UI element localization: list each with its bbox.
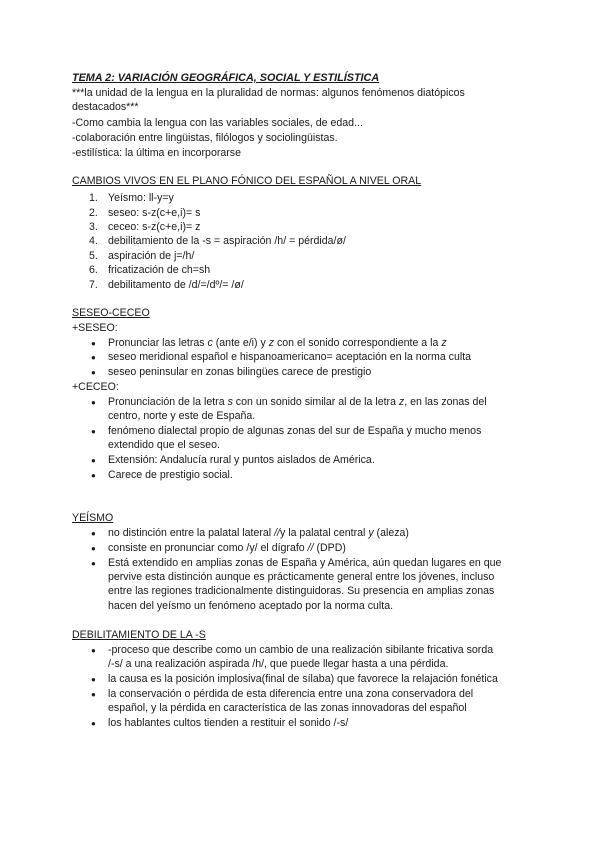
list-item: debilitamento de /d/=/dº/= /ø/ xyxy=(108,279,244,291)
list-number: 2. xyxy=(89,207,98,219)
intro-line: ***la unidad de la lengua en la pluralidad de normas: algunos fenómenos diatópicos xyxy=(72,87,465,99)
list-item-continuation: hacen del yeísmo un fenómeno aceptado por la norma culta. xyxy=(108,600,394,612)
list-item: consiste en pronunciar como /y/ el dígrafo // (DPD) xyxy=(108,542,346,554)
list-item: Yeísmo: ll-y=y xyxy=(108,192,174,204)
intro-line: destacados*** xyxy=(72,101,139,113)
list-item-continuation: español, y la pérdida en característica de las zonas innovadoras del español xyxy=(108,702,467,714)
bullet-icon: ● xyxy=(91,368,96,377)
list-item: debilitamiento de la -s = aspiración /h/ = pérdida/ø/ xyxy=(108,235,346,247)
bullet-icon: ● xyxy=(91,339,96,348)
list-item: los hablantes cultos tienden a restituir el sonido /-s/ xyxy=(108,717,349,729)
list-item: la causa es la posición implosiva(final de sílaba) que favorece la relajación fonética xyxy=(108,673,498,685)
list-item: Está extendido en amplias zonas de España y América, aún quedan lugares en que xyxy=(108,557,502,569)
list-item: fenómeno dialectal propio de algunas zonas del sur de España y mucho menos xyxy=(108,425,482,437)
list-item-continuation: /-s/ a una realización aspirada /h/, que puede llegar hasta a una pérdida. xyxy=(108,658,449,670)
list-number: 6. xyxy=(89,264,98,276)
section-heading-cambios: CAMBIOS VIVOS EN EL PLANO FÓNICO DEL ESPAÑOL A NIVEL ORAL xyxy=(72,175,422,187)
list-item: Carece de prestigio social. xyxy=(108,469,233,481)
bullet-icon: ● xyxy=(91,353,96,362)
subheading-ceceo: +CECEO: xyxy=(72,381,119,393)
intro-line: -estilística: la última en incorporarse xyxy=(72,147,241,159)
list-number: 4. xyxy=(89,235,98,247)
list-item: no distinción entre la palatal lateral //y la palatal central y (aleza) xyxy=(108,527,409,539)
list-item: aspiración de j=/h/ xyxy=(108,250,195,262)
list-item: la conservación o pérdida de esta diferencia entre una zona conservadora del xyxy=(108,688,474,700)
section-heading-seseo-ceceo: SESEO-CECEO xyxy=(72,307,150,319)
bullet-icon: ● xyxy=(91,398,96,407)
list-number: 3. xyxy=(89,221,98,233)
bullet-icon: ● xyxy=(91,544,96,553)
bullet-icon: ● xyxy=(91,456,96,465)
bullet-icon: ● xyxy=(91,471,96,480)
list-item: -proceso que describe como un cambio de una realización sibilante fricativa sorda xyxy=(108,644,494,656)
list-item: Pronunciar las letras c (ante e/i) y z con el sonido correspondiente a la z xyxy=(108,337,447,349)
list-item-continuation: centro, norte y este de España. xyxy=(108,410,256,422)
intro-line: -Como cambia la lengua con las variables sociales, de edad... xyxy=(72,117,363,129)
list-item: Extensión: Andalucía rural y puntos aislados de América. xyxy=(108,454,375,466)
bullet-icon: ● xyxy=(91,646,96,655)
list-item: seseo meridional español e hispanoamericano= aceptación en la norma culta xyxy=(108,351,472,363)
intro-line: -colaboración entre lingüistas, filólogos y sociolingüistas. xyxy=(72,132,338,144)
section-heading-yeismo: YEÍSMO xyxy=(72,512,114,524)
list-item-continuation: entre las regiones tradicionalmente distinguidoras. Su presencia en amplias zonas xyxy=(108,585,495,597)
bullet-icon: ● xyxy=(91,690,96,699)
list-item: seseo: s-z(c+e,i)= s xyxy=(108,207,201,219)
list-item: fricatización de ch=sh xyxy=(108,264,211,276)
bullet-icon: ● xyxy=(91,559,96,568)
section-heading-debilitamiento: DEBILITAMIENTO DE LA -S xyxy=(72,629,206,641)
list-item: Pronunciación de la letra s con un sonido similar al de la letra z, en las zonas del xyxy=(108,396,487,408)
list-item: seseo peninsular en zonas bilingües carece de prestigio xyxy=(108,366,372,378)
document-title: TEMA 2: VARIACIÓN GEOGRÁFICA, SOCIAL Y ESTILÍSTICA xyxy=(72,72,380,84)
list-item-continuation: extendido que el seseo. xyxy=(108,439,220,451)
list-item: ceceo: s-z(c+e,i)= z xyxy=(108,221,201,233)
list-number: 1. xyxy=(89,192,98,204)
list-number: 5. xyxy=(89,250,98,262)
list-item-continuation: pervive esta distinción aunque es prácticamente general entre los jóvenes, incluso xyxy=(108,571,495,583)
subheading-seseo: +SESEO: xyxy=(72,322,118,334)
bullet-icon: ● xyxy=(91,719,96,728)
bullet-icon: ● xyxy=(91,427,96,436)
bullet-icon: ● xyxy=(91,529,96,538)
bullet-icon: ● xyxy=(91,675,96,684)
list-number: 7. xyxy=(89,279,98,291)
